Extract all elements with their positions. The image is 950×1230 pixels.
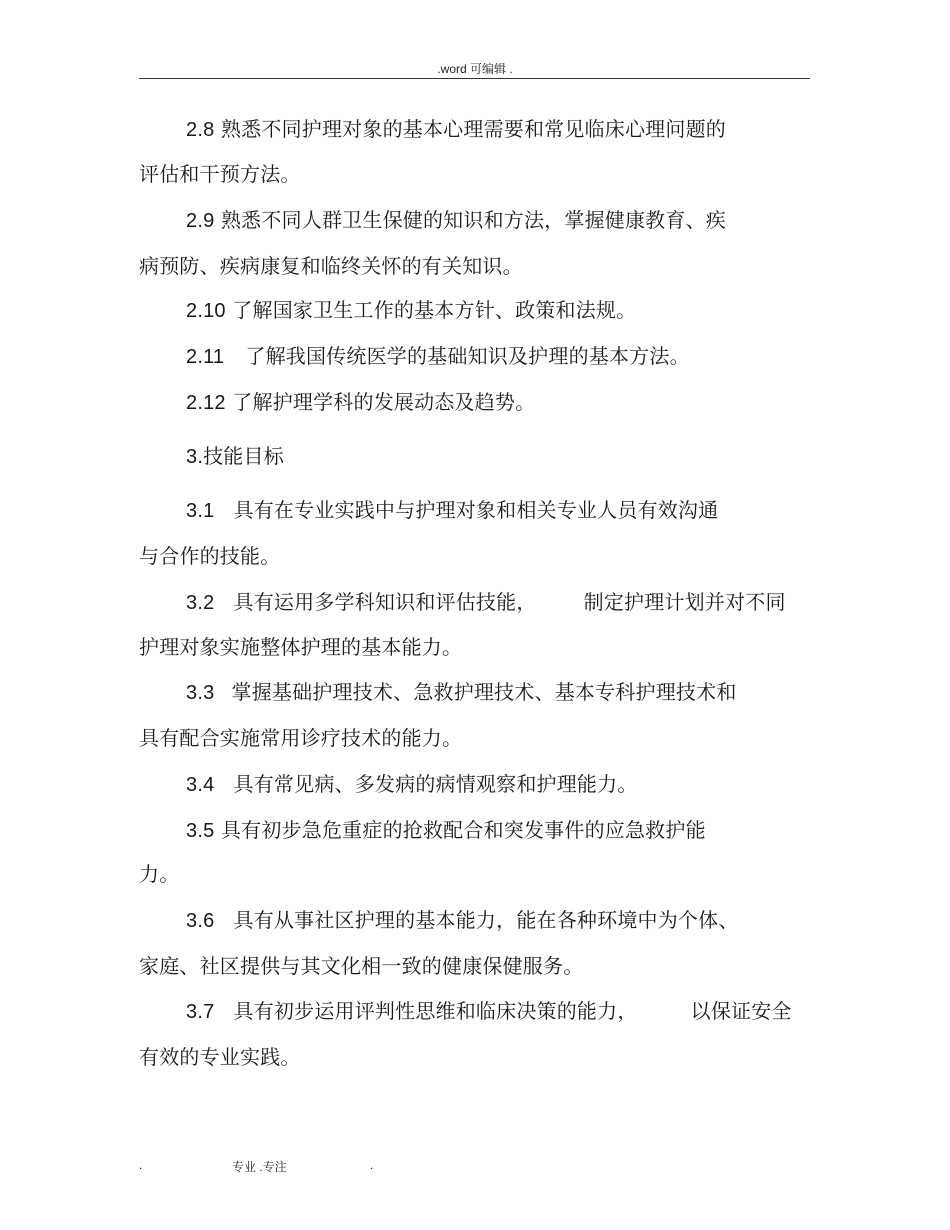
item-text: 具有常见病、多发病的病情观察和护理能力。	[233, 772, 638, 796]
item-3-7-line-1	[186, 999, 792, 1024]
item-text: 掌握基础护理技术、急救护理技术、基本专科护理技术和	[231, 680, 737, 704]
item-number: 3.7	[186, 1001, 215, 1023]
item-text: 熟悉不同护理对象的基本心理需要和常见临床心理问题的	[220, 117, 726, 141]
item-2-8-line-2: 评估和干预方法。	[139, 162, 301, 186]
item-text-a: 具有初步运用评判性思维和临床决策的能力，	[233, 999, 638, 1023]
item-text: 了解我国传统医学的基础知识及护理的基本方法。	[245, 344, 690, 368]
item-text-b: 制定护理计划并对不同	[583, 590, 786, 614]
item-3-1-line-2: 与合作的技能。	[139, 544, 281, 568]
item-number: 3.6	[186, 910, 215, 932]
section-3-heading	[186, 444, 284, 469]
item-number: 2.9	[186, 210, 215, 232]
item-3-4	[186, 772, 638, 797]
item-number: 2.8	[186, 119, 215, 141]
item-text-b: 以保证安全	[690, 999, 792, 1023]
item-text: 了解国家卫生工作的基本方针、政策和法规。	[232, 298, 637, 322]
item-number: 2.11	[186, 346, 225, 368]
footer-text: 专业 .专注	[232, 1160, 287, 1174]
item-3-5-line-2: 力。	[139, 862, 180, 886]
section-number: 3.	[186, 446, 204, 468]
item-3-3-line-2: 具有配合实施常用诊疗技术的能力。	[139, 726, 463, 750]
header-divider	[139, 78, 810, 79]
item-number: 3.2	[186, 592, 215, 614]
item-3-2-line-2: 护理对象实施整体护理的基本能力。	[139, 635, 463, 659]
item-number: 2.10	[186, 300, 226, 322]
item-3-3-line-1	[186, 680, 737, 705]
item-text-a: 具有运用多学科知识和评估技能，	[233, 590, 537, 614]
item-2-9-line-2: 病预防、疾病康复和临终关怀的有关知识。	[139, 254, 523, 278]
item-text: 了解护理学科的发展动态及趋势。	[232, 390, 536, 414]
item-text: 熟悉不同人群卫生保健的知识和方法，掌握健康教育、疾	[220, 208, 726, 232]
item-3-7-line-2: 有效的专业实践。	[139, 1045, 301, 1069]
item-2-11	[186, 344, 690, 369]
item-3-6-line-2: 家庭、社区提供与其文化相一致的健康保健服务。	[139, 954, 584, 978]
item-3-6-line-1	[186, 908, 739, 933]
section-title: 技能目标	[203, 444, 284, 468]
item-2-8-line-1	[186, 117, 726, 142]
item-3-2-line-1	[186, 590, 786, 615]
footer-right-dot: .	[370, 1158, 374, 1172]
item-2-10	[186, 298, 636, 323]
page-header: .word 可编辑 .	[437, 62, 513, 76]
footer-left-dot: .	[139, 1158, 143, 1172]
item-number: 3.4	[186, 774, 215, 796]
item-text: 具有从事社区护理的基本能力，能在各种环境中为个体、	[233, 908, 739, 932]
item-number: 3.3	[186, 682, 215, 704]
item-text: 具有在专业实践中与护理对象和相关专业人员有效沟通	[233, 498, 719, 522]
item-number: 2.12	[186, 392, 226, 414]
item-3-5-line-1	[186, 818, 706, 843]
item-2-12	[186, 390, 535, 415]
item-number: 3.5	[186, 820, 215, 842]
item-text: 具有初步急危重症的抢救配合和突发事件的应急救护能	[220, 818, 706, 842]
item-2-9-line-1	[186, 208, 726, 233]
item-3-1-line-1	[186, 498, 718, 523]
item-number: 3.1	[186, 500, 215, 522]
